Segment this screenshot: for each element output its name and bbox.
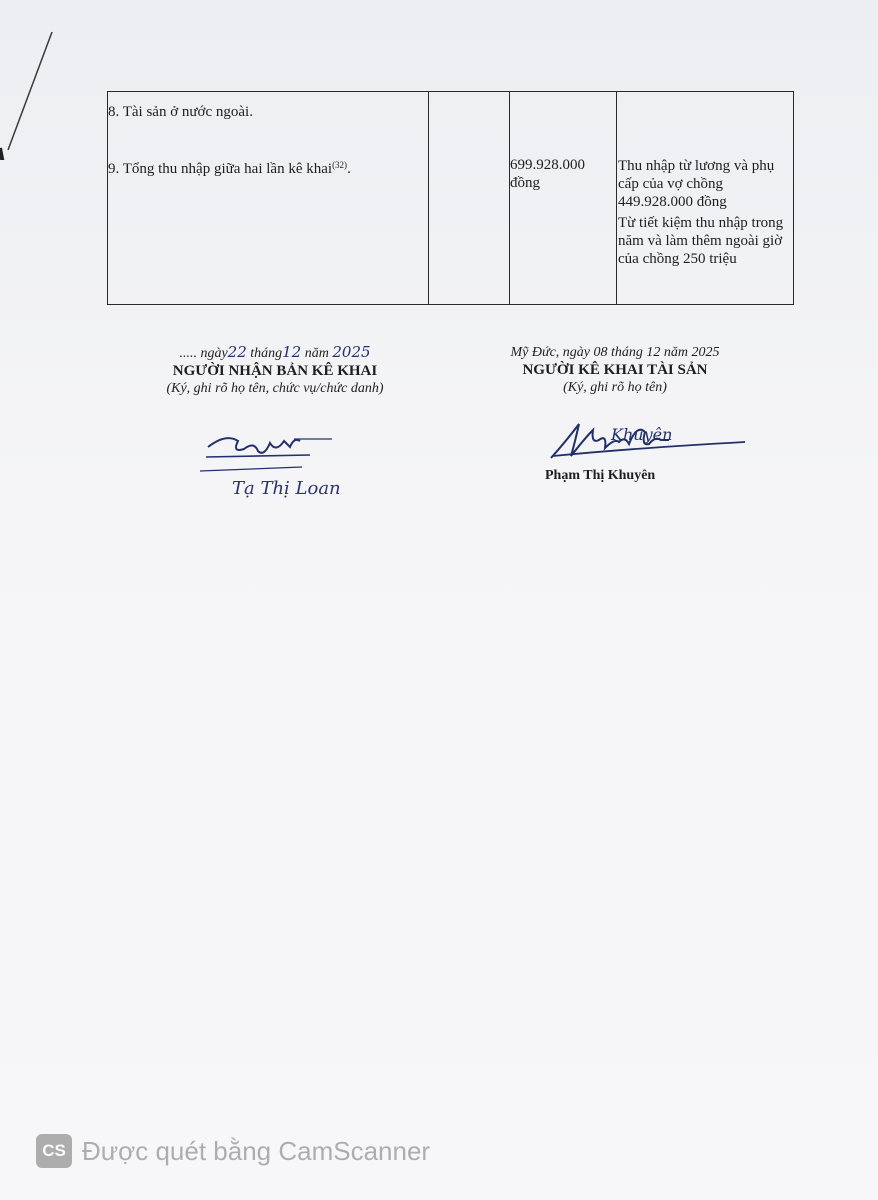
declarant-signature-text: Khuyên (611, 425, 673, 444)
declarant-signature-block (460, 344, 770, 396)
row-label: 9. Tổng thu nhập giữa hai lần kê khai$^{(32)}$. (108, 160, 351, 177)
page-edge-shadow (0, 30, 60, 160)
table-row (108, 92, 793, 147)
receiver-title: NGƯỜI NHẬN BẢN KÊ KHAI (172, 363, 378, 379)
handwritten-year: 2025 (332, 343, 371, 361)
income-total-value: 699.928.000 đồng (510, 157, 585, 191)
receiver-handwritten-name: Tạ Thị Loan (232, 478, 341, 499)
declarant-date-line: Mỹ Đức, ngày 08 tháng 12 năm 2025 (510, 345, 720, 360)
income-explanation (618, 157, 794, 271)
handwritten-day: 22 (227, 343, 247, 361)
table-row (108, 147, 793, 304)
watermark-text: Được quét bằng CamScanner (82, 1135, 431, 1166)
note-salary: Thu nhập từ lương và phụ cấp của vợ chồng 449.928.000 đồng (618, 158, 775, 210)
receiver-signature-block (120, 344, 430, 397)
declarant-title: NGƯỜI KÊ KHAI TÀI SẢN (522, 362, 708, 378)
declarant-hint: (Ký, ghi rõ họ tên) (563, 380, 667, 395)
footnote-marker: (32) (332, 160, 348, 170)
declarant-name: Phạm Thị Khuyên (545, 468, 656, 483)
camscanner-watermark (36, 1132, 430, 1170)
note-savings: Từ tiết kiệm thu nhập trong năm và làm thêm ngoài giờ của chồng 250 triệu (618, 215, 784, 267)
handwritten-month: 12 (282, 343, 302, 361)
receiver-signature-icon (198, 425, 338, 475)
row-label: 8. Tài sản ở nước ngoài. (108, 104, 253, 120)
camscanner-logo-icon: CS (36, 1134, 72, 1168)
asset-table (107, 91, 794, 305)
receiver-date-line: ..... ngày22 tháng12 năm 2025 (179, 343, 371, 361)
declarant-signature-icon (545, 418, 750, 466)
receiver-hint: (Ký, ghi rõ họ tên, chức vụ/chức danh) (166, 381, 384, 396)
